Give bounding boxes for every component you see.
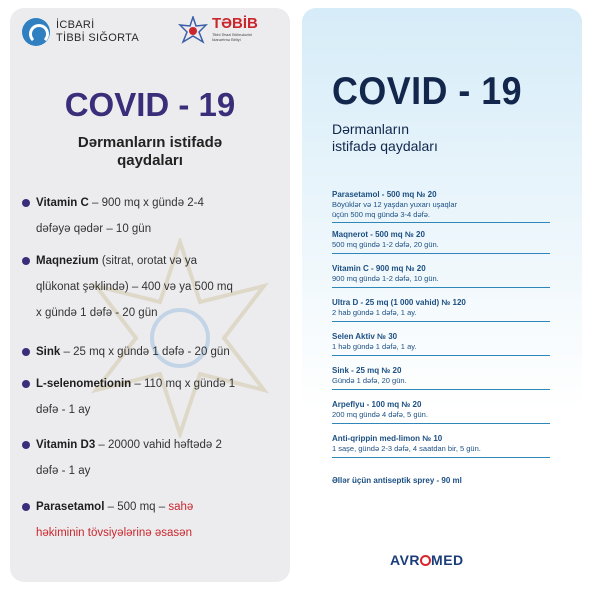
list-item <box>332 298 550 322</box>
item-name: Sink <box>36 346 61 358</box>
item-heading: Maqnerot - 500 mq № 20 <box>332 230 425 239</box>
left-title: COVID - 19 <box>64 86 236 123</box>
item-heading: Ultra D - 25 mq (1 000 vahid) № 120 <box>332 298 466 307</box>
item-detail: 1 saşe, gündə 2-3 dəfə, 4 saatdan bir, 5 gün. <box>332 444 481 453</box>
item-detail: 1 həb gündə 1 dəfə, 1 ay. <box>332 342 417 351</box>
list-item <box>332 264 550 288</box>
item-text: dəfəyə qədər – 10 gün <box>36 223 152 235</box>
item-heading: Vitamin C - 900 mq № 20 <box>332 264 426 273</box>
brand-o-icon <box>420 555 431 566</box>
avromed-logo <box>390 552 464 568</box>
item-detail: Gündə 1 dəfə, 20 gün. <box>332 376 407 385</box>
item-detail: 500 mq gündə 1-2 dəfə, 20 gün. <box>332 240 439 249</box>
bullet-icon <box>22 257 30 265</box>
item-text: dəfə - 1 ay <box>36 404 91 416</box>
item-heading: Selen Aktiv № 30 <box>332 332 398 341</box>
brand-part-b: MED <box>431 552 464 568</box>
left-subtitle <box>10 134 290 170</box>
bullet-icon <box>22 380 30 388</box>
right-subtitle-line2: istifadə qaydaları <box>332 138 438 154</box>
left-poster <box>10 8 290 582</box>
item-text: – 500 mq – <box>104 501 169 513</box>
right-subtitle <box>332 121 438 155</box>
list-item <box>36 371 276 423</box>
item-text: – 900 mq x gündə 2-4 <box>88 197 204 209</box>
item-name: Maqnezium <box>36 255 99 267</box>
right-title: COVID - 19 <box>332 70 523 113</box>
tebib-name: TƏBİB <box>212 15 258 32</box>
item-text: – 25 mq x gündə 1 dəfə - 20 gün <box>60 346 230 358</box>
logo1-line1: İCBARİ <box>56 19 95 31</box>
logo1-line2: TİBBİ SIĞORTA <box>56 32 139 44</box>
right-poster <box>302 8 582 582</box>
list-item <box>36 190 276 242</box>
list-item <box>332 400 550 424</box>
icbari-logo <box>22 18 139 46</box>
item-heading: Arpeflyu - 100 mq № 20 <box>332 400 422 409</box>
item-detail: 900 mq gündə 1-2 dəfə, 10 gün. <box>332 274 439 283</box>
item-heading: Anti-qrippin med-limon № 10 <box>332 434 443 443</box>
left-subtitle-line1: Dərmanların istifadə <box>77 134 223 151</box>
item-text-red: sahə <box>168 501 194 513</box>
list-item <box>332 230 550 254</box>
bullet-icon <box>22 503 30 511</box>
list-item <box>332 190 550 223</box>
item-text-red: həkiminin tövsiyələrinə əsasən <box>36 527 192 539</box>
item-name: L-selenometionin <box>36 378 132 390</box>
item-text: (sitrat, orotat və ya <box>98 255 198 267</box>
list-item <box>332 332 550 356</box>
tebib-sub: Tibbi Ərazi Bölmələrini İdarəetmə Birliyi <box>212 32 252 42</box>
bullet-icon <box>22 441 30 449</box>
tebib-emblem-icon <box>178 16 208 46</box>
item-name: Vitamin C <box>36 197 89 209</box>
antiseptic-item: Əllər üçün antiseptik sprey - 90 ml <box>332 476 462 485</box>
item-name: Parasetamol <box>36 501 105 513</box>
item-text: – 20000 vahid həftədə 2 <box>95 439 222 451</box>
item-detail: Böyüklər və 12 yaşdan yuxarı uşaqlar <box>332 200 458 209</box>
brand-part-a: AVR <box>390 552 421 568</box>
right-subtitle-line1: Dərmanların <box>332 121 410 137</box>
list-item <box>332 366 550 390</box>
bullet-icon <box>22 199 30 207</box>
tebib-logo <box>178 16 268 46</box>
item-detail: üçün 500 mq gündə 3-4 dəfə. <box>332 209 430 219</box>
left-subtitle-line2: qaydaları <box>117 152 183 169</box>
item-detail: 200 mq gündə 4 dəfə, 5 gün. <box>332 410 428 419</box>
item-text: dəfə - 1 ay <box>36 465 91 477</box>
item-text: x gündə 1 dəfə - 20 gün <box>36 307 158 319</box>
list-item <box>36 339 276 365</box>
list-item <box>36 494 276 546</box>
list-item <box>36 248 276 326</box>
item-text: qlükonat şəklində) – 400 və ya 500 mq <box>36 281 233 293</box>
item-heading: Parasetamol - 500 mq № 20 <box>332 190 437 199</box>
item-name: Vitamin D3 <box>36 439 96 451</box>
item-heading: Sink - 25 mq № 20 <box>332 366 402 375</box>
insurance-logo-icon <box>22 18 50 46</box>
list-item <box>36 432 276 484</box>
bullet-icon <box>22 348 30 356</box>
item-text: – 110 mq x gündə 1 <box>131 378 236 390</box>
list-item <box>332 434 550 458</box>
item-detail: 2 hab gündə 1 dəfə, 1 ay. <box>332 308 417 317</box>
